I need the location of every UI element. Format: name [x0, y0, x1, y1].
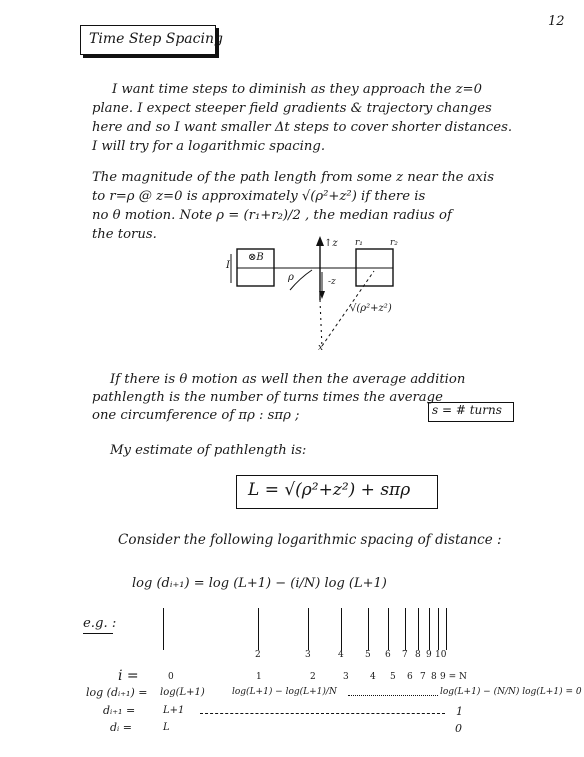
paragraph1-line1: I want time steps to diminish as they approach the z=0	[112, 82, 482, 97]
paragraph2-line3: no θ motion. Note ρ = (r₁+r₂)/2 , the median radius of	[92, 208, 452, 223]
b-field-label: ⊗B	[248, 252, 264, 263]
d-first: L	[163, 722, 170, 733]
d1-dots	[200, 713, 445, 714]
page-number: 12	[548, 14, 565, 29]
i-value: 4	[370, 672, 376, 682]
hypotenuse-label: √(ρ²+z²)	[350, 303, 392, 314]
tick-mark	[438, 608, 439, 650]
row-log-label: log (dᵢ₊₁) =	[86, 686, 148, 699]
tick-mark	[308, 608, 309, 650]
tick-label: 4	[338, 650, 344, 660]
i-value: 9 = N	[440, 672, 467, 682]
i-value: 0	[168, 672, 174, 682]
i-value: 1	[256, 672, 262, 682]
consider-line: Consider the following logarithmic spacing of distance :	[118, 532, 502, 548]
paragraph3-line3: one circumference of πρ : sπρ ;	[92, 408, 300, 423]
i-value: 8	[431, 672, 437, 682]
paragraph1-line4: I will try for a logarithmic spacing.	[92, 139, 326, 154]
log-spacing-equation: log (dᵢ₊₁) = log (L+1) − (i/N) log (L+1)	[132, 576, 387, 591]
tick-label: 7	[402, 650, 408, 660]
r1-label: r₁	[355, 238, 363, 248]
tick-mark	[446, 608, 447, 650]
tick-mark	[418, 608, 419, 650]
row-i-label: i =	[118, 668, 139, 684]
estimate-label: My estimate of pathlength is:	[110, 443, 307, 458]
pathlength-formula: L = √(ρ²+z²) + sπρ	[248, 480, 411, 500]
log-second: log(L+1) − log(L+1)/N	[232, 687, 337, 697]
tick-mark	[388, 608, 389, 650]
tick-mark	[163, 608, 164, 650]
d1-last: 1	[456, 705, 463, 718]
origin-x-label: x	[318, 343, 324, 353]
d-last: 0	[455, 722, 462, 735]
paragraph2-line1: The magnitude of the path length from some z near the axis	[92, 170, 494, 185]
tick-label: 8	[415, 650, 421, 660]
tick-mark	[405, 608, 406, 650]
tick-label: 10	[435, 650, 447, 660]
turns-definition: s = # turns	[432, 403, 502, 417]
page-title: Time Step Spacing	[89, 31, 223, 47]
paragraph3-line1: If there is θ motion as well then the average addition	[110, 372, 466, 387]
neg-z-label: -z	[328, 277, 336, 287]
i-value: 3	[343, 672, 349, 682]
r2-label: r₂	[390, 238, 398, 248]
i-value: 2	[310, 672, 316, 682]
paragraph3-line2: pathlength is the number of turns times the average	[92, 390, 443, 405]
i-value: 7	[420, 672, 426, 682]
paragraph2-line2: to r=ρ @ z=0 is approximately √(ρ²+z²) if there is	[92, 189, 426, 204]
current-label: I	[226, 260, 230, 271]
paragraph1-line3: here and so I want smaller Δt steps to cover shorter distances.	[92, 120, 513, 135]
paragraph2-line4: the torus.	[92, 227, 157, 242]
tick-label: 3	[305, 650, 311, 660]
d1-first: L+1	[163, 705, 185, 716]
rho-label: ρ	[288, 272, 294, 283]
log-last: log(L+1) − (N/N) log(L+1) = 0	[440, 687, 582, 697]
tick-label: 9	[426, 650, 432, 660]
i-value: 6	[407, 672, 413, 682]
log-first: log(L+1)	[160, 687, 205, 698]
tick-label: 6	[385, 650, 391, 660]
eg-underline	[83, 633, 113, 634]
eg-label: e.g. :	[83, 616, 117, 631]
row-d1-label: dᵢ₊₁ =	[103, 704, 136, 717]
row-d-label: dᵢ =	[110, 721, 132, 734]
tick-label: 2	[255, 650, 261, 660]
log-dots	[348, 695, 438, 696]
tick-mark	[368, 608, 369, 650]
z-axis-label: ↑z	[324, 238, 338, 249]
tick-mark	[429, 608, 430, 650]
tick-mark	[258, 608, 259, 650]
i-value: 5	[390, 672, 396, 682]
tick-mark	[341, 608, 342, 650]
paragraph1-line2: plane. I expect steeper field gradients & trajectory changes	[92, 101, 492, 116]
tick-label: 5	[365, 650, 371, 660]
